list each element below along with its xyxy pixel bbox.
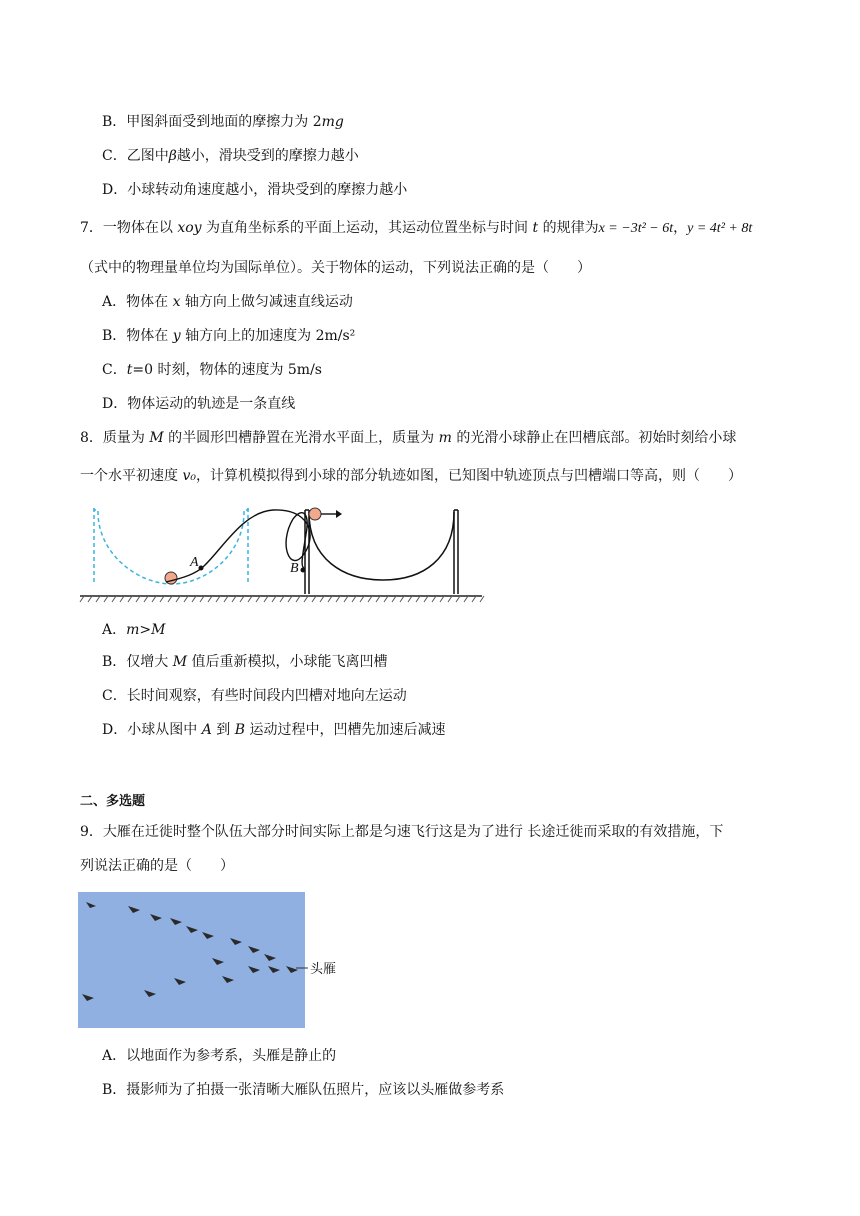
q7-stem-part: 7．一物体在以 [80, 220, 178, 236]
q8-stem-M: M [149, 430, 164, 446]
q8-stem-part: 8．质量为 [80, 430, 150, 446]
q9-option-a: A．以地面作为参考系，头雁是静止的 [102, 1048, 337, 1064]
q7-option-c [102, 360, 322, 380]
q7-option-c-t: t [126, 362, 133, 378]
groove-final-curve [309, 512, 454, 580]
q8-stem-part: 的光滑小球静止在凹槽底部。初始时刻给小球 [451, 430, 737, 446]
q7-option-b-pre: B．物体在 [102, 328, 173, 344]
q8-stem-part: ，计算机模拟得到小球的部分轨迹如图，已知图中轨迹顶点与凹槽端口等高，则（ ） [195, 468, 742, 484]
section-title: 二、多选题 [80, 794, 146, 809]
q8-option-d-B: B [234, 722, 246, 738]
geese-photo [78, 892, 308, 1028]
q8-trajectory-figure [78, 504, 488, 604]
q8-option-a-pre: A． [102, 622, 127, 638]
point-A [199, 566, 204, 571]
q7-stem-xoy: xoy [177, 220, 202, 236]
q7-option-c-pre: C． [102, 362, 127, 378]
q8-stem-line1 [80, 428, 736, 448]
q8-option-d-post: 运动过程中，凹槽先加速后减速 [245, 722, 446, 738]
q7-formula-x: x = −3t² − 6t [598, 221, 674, 236]
q9-stem-line2: 列说法正确的是（ ） [80, 858, 234, 874]
ground-hatch [80, 596, 484, 602]
q8-option-b-M: M [172, 654, 188, 670]
q7-formula-y: y = 4t² + 8t [687, 221, 753, 236]
q8-option-b-pre: B．仅增大 [102, 654, 173, 670]
q8-option-d [102, 720, 445, 740]
q6-option-c-pre: C．乙图中 [102, 148, 169, 164]
q8-option-d-pre: D．小球从图中 [102, 722, 202, 738]
q8-option-c: C．长时间观察，有些时间段内凹槽对地向左运动 [102, 688, 407, 704]
q7-option-a [102, 292, 353, 312]
q8-stem-part: 一个水平初速度 [80, 468, 183, 484]
q7-stem-part: 为直角坐标系的平面上运动，其运动位置坐标与时间 [201, 220, 533, 236]
q8-option-d-A: A [201, 722, 212, 738]
fig-label-a: A [190, 555, 199, 570]
q8-stem-part: 的半圆形凹槽静置在光滑水平面上，质量为 [163, 430, 439, 446]
q6-option-b-text: B．甲图斜面受到地面的摩擦力为 2 [102, 114, 322, 130]
q7-option-a-post: 轴方向上做匀减速直线运动 [180, 294, 353, 310]
q8-stem-v0: v₀ [182, 468, 196, 484]
q7-stem-part: 的规律为 [538, 220, 599, 236]
q6-option-b-mg: mg [321, 114, 344, 130]
q8-option-b-post: 值后重新模拟，小球能飞离凹槽 [187, 654, 388, 670]
q7-option-b [102, 326, 355, 346]
q8-option-a [102, 620, 165, 640]
q6-option-c [102, 146, 359, 166]
q7-stem-line2: （式中的物理量单位均为国际单位）。关于物体的运动，下列说法正确的是（ ） [80, 260, 591, 276]
q9-stem-line1: 9．大雁在迁徙时整个队伍大部分时间实际上都是匀速飞行这是为了进行 长途迁徙而采取的有效措施，下 [80, 824, 724, 840]
q7-formula-sep: ， [673, 220, 688, 236]
trajectory-curve [166, 510, 310, 582]
ball-top [309, 508, 321, 520]
q8-option-a-expr: m>M [126, 622, 166, 638]
q7-option-a-pre: A．物体在 [102, 294, 173, 310]
q8-stem-m: m [438, 430, 452, 446]
q7-option-b-post: 轴方向上的加速度为 2m/s² [180, 328, 356, 344]
q7-option-d: D．物体运动的轨迹是一条直线 [102, 396, 296, 412]
q7-option-c-post: =0 时刻，物体的速度为 5m/s [132, 362, 322, 378]
q8-stem-line2 [80, 466, 742, 486]
fig-label-b: B [290, 561, 299, 576]
leader-goose-label: 头雁 [310, 962, 337, 977]
q9-option-b: B．摄影师为了拍摄一张清晰大雁队伍照片，应该以头雁做参考系 [102, 1082, 505, 1098]
q7-stem-line1 [80, 218, 752, 239]
q6-option-b [102, 112, 344, 132]
q7-option-b-y: y [172, 328, 181, 344]
q7-option-a-x: x [172, 294, 181, 310]
q8-option-d-mid: 到 [211, 722, 235, 738]
q8-option-b [102, 652, 388, 672]
groove-final-right-wall [454, 510, 458, 594]
q6-option-d: D．小球转动角速度越小，滑块受到的摩擦力越小 [102, 182, 408, 198]
q7-stem-t: t [532, 220, 539, 236]
q6-option-c-post: 越小，滑块受到的摩擦力越小 [176, 148, 359, 164]
velocity-arrow-head [336, 510, 342, 518]
q6-option-c-beta: β [168, 148, 177, 164]
